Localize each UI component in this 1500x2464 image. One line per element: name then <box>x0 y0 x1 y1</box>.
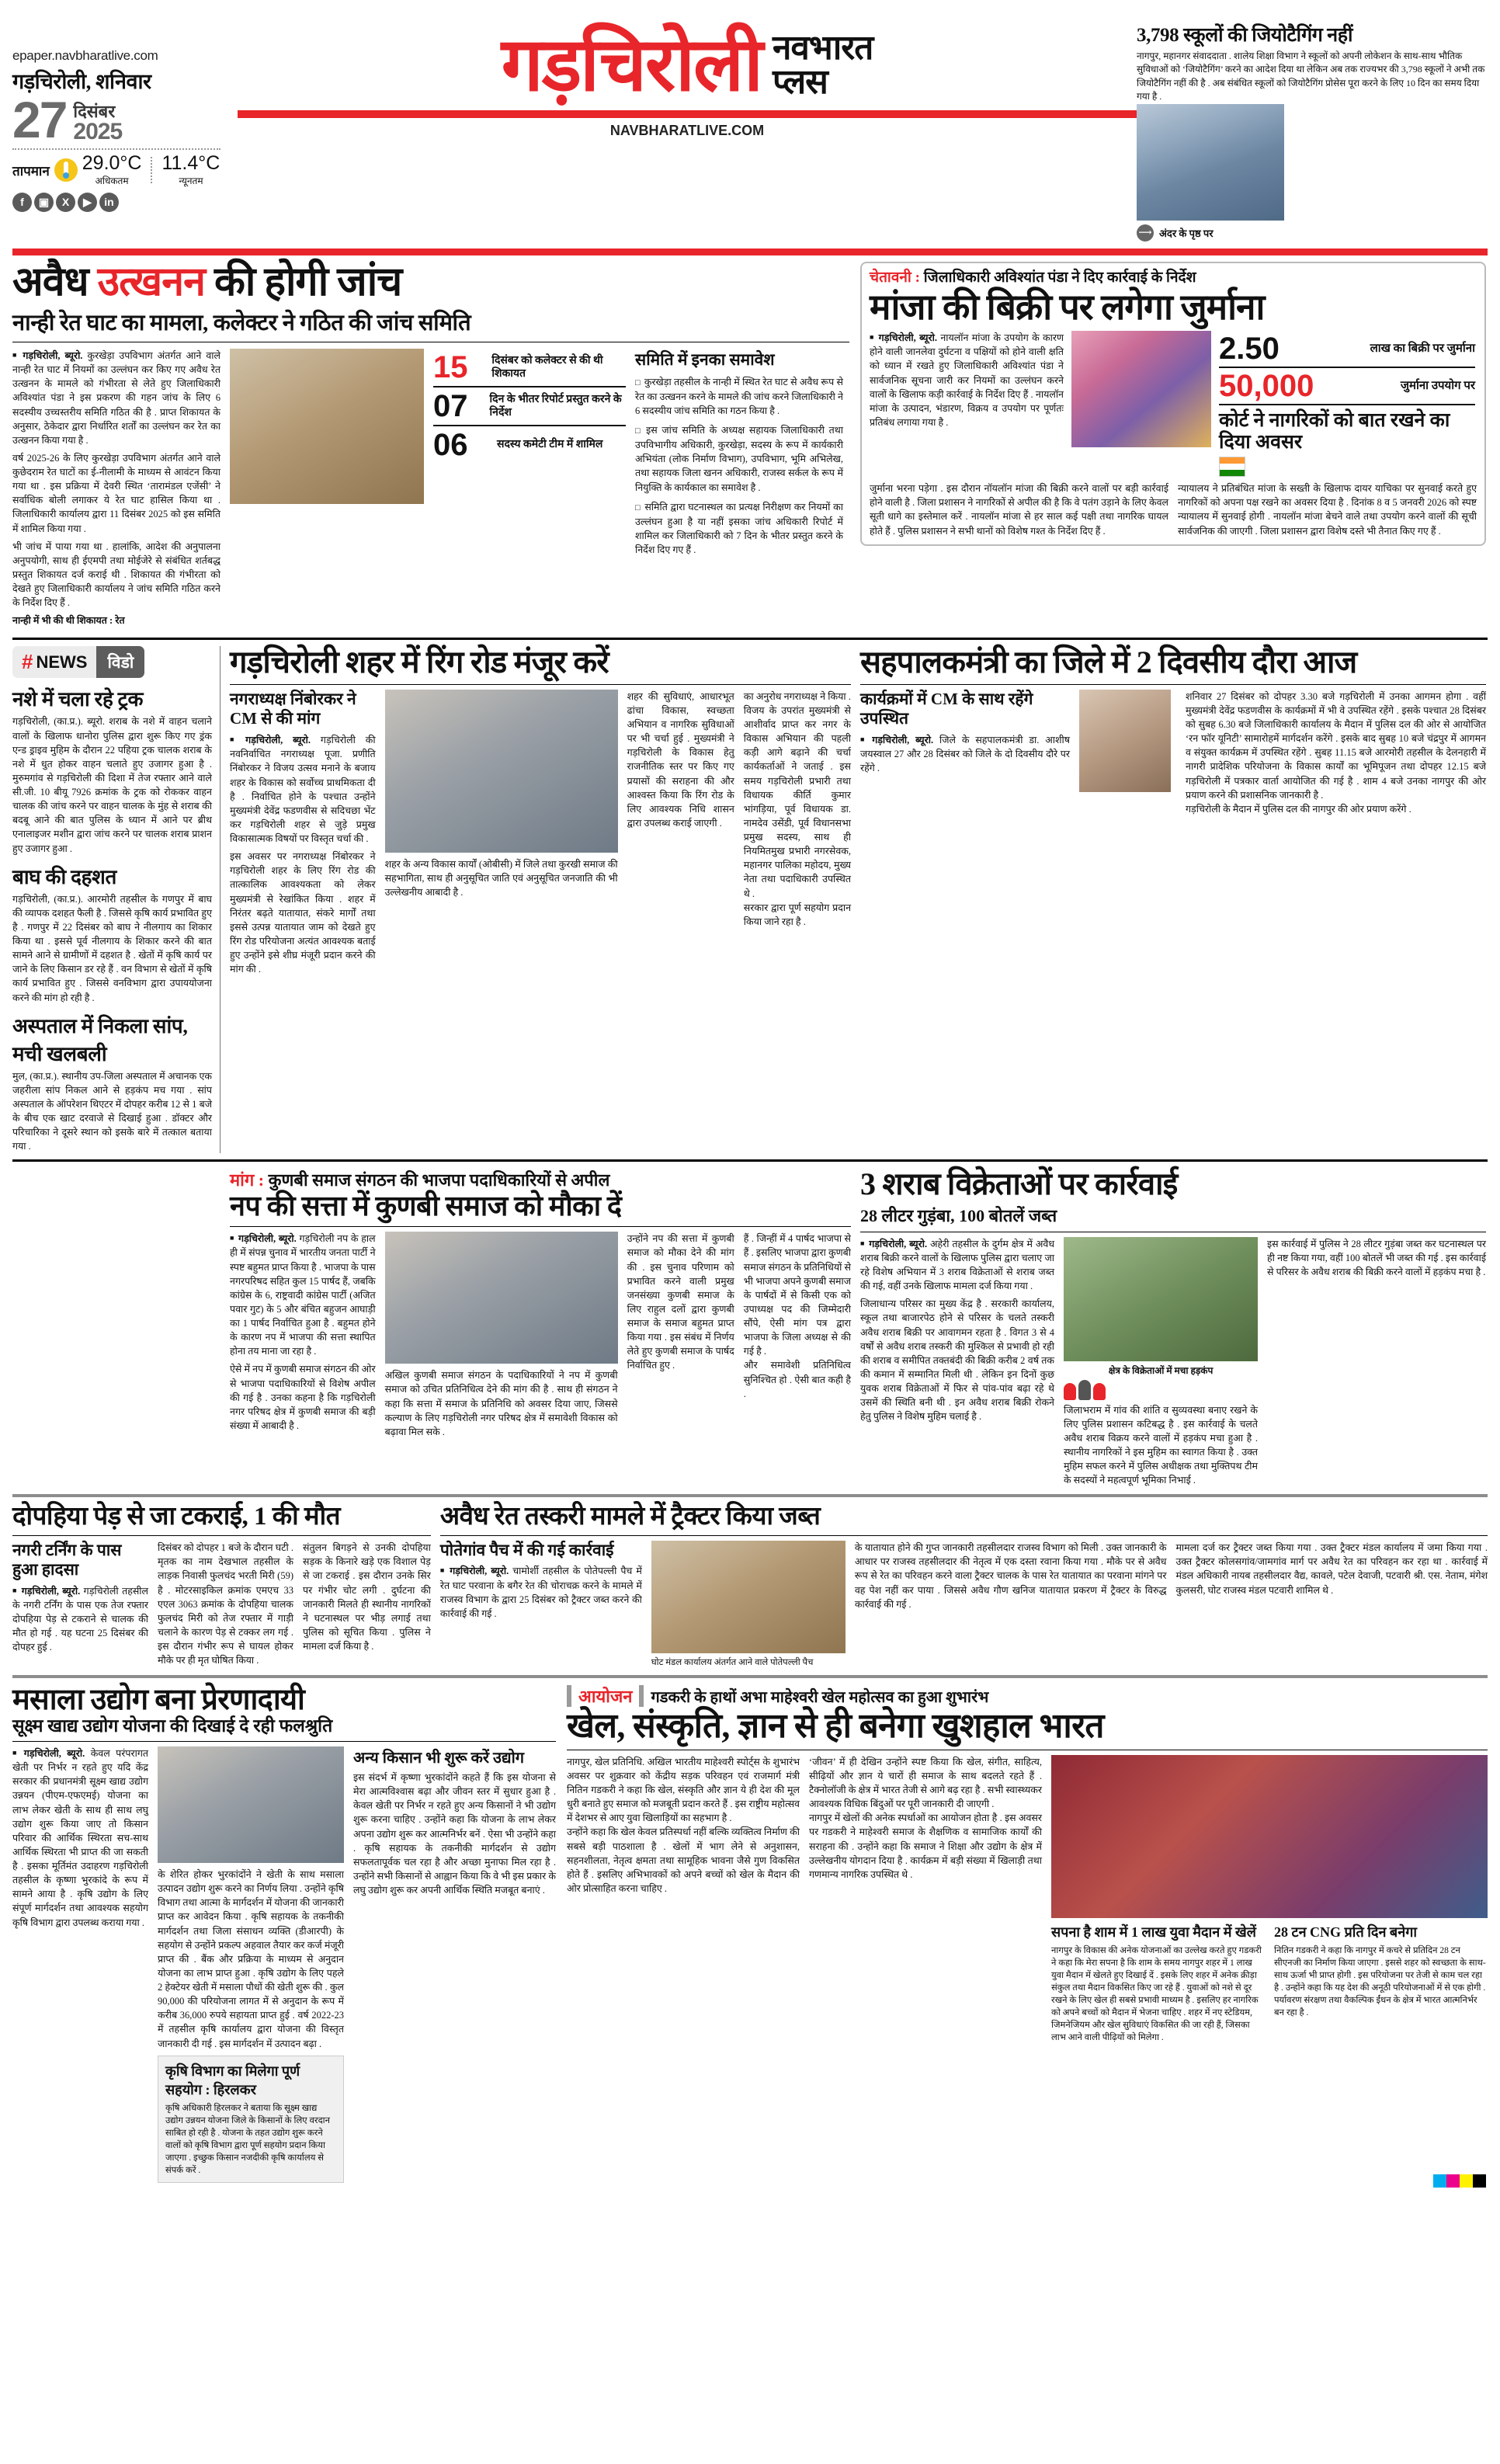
lead-photo <box>230 349 424 504</box>
lead-columns <box>12 349 849 631</box>
kunbi-photo <box>385 1232 618 1364</box>
kunbi-story <box>230 1168 851 1487</box>
temp-min-value: 11.4°C <box>161 151 220 174</box>
sidebox-list <box>635 375 843 557</box>
kunbi-kicker-text: कुणबी समाज संगठन की भाजपा पदाधिकारियों से अपील <box>264 1170 610 1190</box>
epaper-url[interactable]: epaper.navbharatlive.com <box>12 48 158 63</box>
lead-photo-col <box>230 349 424 631</box>
minister-body-2: शनिवार 27 दिसंबर को दोपहर 3.30 बजे गड़चिरोली में उनका आगमन होगा . वहीं मुख्यमंत्री देवेंद्र फडणवीस के कार्यक्रमों में भी वे उपस्थित रहेंगे . इसके पश्चात 28 दिसंबर को सुबह 6.30 बजे जिलाधिकारी कार्यालय के मैदान में पुलिस दल की ओर से आयोजित ‘रन फॉर यूनिटी’ सामारोहमें मार्गदर्शन करेंगे . इसके बाद सुबह 10 बजे चंद्रपुर में आगमन व संयुक्त कार्यक्रम में उपस्थित रहेंगे . सुबह 11.15 बजे आरमोरी तहसील के देलनहारी में नागरी प्रादेशिक परियोजना के विकास कार्यों का भूमिपूजन तथा दोपहर 12.15 बजे गड़चिरोली में पत्रकार वार्ता आयोजित की गई है . शाम 4 बजे उनका नागपुर की ओर प्रयाण करने की प्रशासनिक जानकारी है . <box>1186 690 1486 801</box>
masala-body-1: केवल परंपरागत खेती पर निर्भर न रहते हुए यदि केंद्र सरकार की प्रधानमंत्री सूक्ष्म खाद्य उद्योग उन्नयन (पीएम-एफएमई) योजना का लाभ लेकर खेती के साथ ही साथ लघु उद्योग शुरू किया जाए तो किसान परिवार की आर्थिक स्थिरता सच-साथ आर्थिक स्थिरता भी प्राप्त की जा सकती है . इसका मूर्तिमंत उदाहरण गड़चिरोली तहसील के कृष्णा भुरकांदे के रूप में सामने आया है . कृषि उद्योग के लिए संपूर्ण मार्गदर्शन तथा आवश्यक सहयोग कृषि विभाग द्वारा उपलब्ध कराया गया . <box>12 1748 148 1928</box>
masala-infobox <box>158 2056 344 2184</box>
warning-body-2: जुर्माना भरना पड़ेगा . इस दौरान नॉयलॉन मांजा की बिक्री करने वालों पर बड़ी कार्रवाई होने वाली है . जिला प्रशासन ने नागरिकों से अपील की है कि वे पतंग उड़ाने के लिए केवल सूती धागे का इस्तेमाल करें . नायलॉन मांजा से हर साल कई पक्षी तथा नागरिक घायल होते हैं . पुलिस प्रशासन ने सभी थानों को विशेष गश्त के निर्देश दिए हैं . <box>870 483 1168 537</box>
tractor-photo <box>651 1541 845 1653</box>
court-subhead: कोर्ट ने नागरिकों को बात रखने का दिया अवसर <box>1219 410 1450 454</box>
list-item: □ समिति द्वारा घटनास्थल का प्रत्यक्ष निरीक्षण कर नियमों का उल्लंघन हुआ है या नहीं इसका जांच अधिकारी रिपोर्ट में शामिल कर जिलाधिकारी को 7 दिन के भीतर प्रस्तुत करने के निर्देश दिए गए हैं . <box>635 500 843 557</box>
ring-road-body-3: शहर के अन्य विकास कार्यों (ओबीसी) में जिले तथा कुरखी समाज की सहभागिता, साथ ही अनुसूचित जाति एवं अनुसूचित जनजाति की भी उल्लेखनीय आबादी है . <box>384 858 618 898</box>
top-right-body: नागपुर, महानगर संवाददाता . शालेय शिक्षा विभाग ने स्कूलों को अपनी लोकेशन के साथ-साथ भौतिक सुविधाओं को ‘जियोटैगिंग’ करने का आदेश दिया था लेकिन अब तक राज्यभर की 3,798 स्कूलों ने अभी तक जियोटैगिंग नहीं की है . अब संबंधित स्कूलों को जियोटैगिंग प्रोसेस पूरा करने के लिए 10 दिन का समय दिया गया है . <box>1137 50 1485 103</box>
warning-stats-col <box>1219 331 1475 477</box>
sports-body-3: ‘जीवन’ में ही देखिन उन्होंने स्पष्ट किया कि खेल, संगीत, साहित्य, सीढ़ियों और ज्ञान ये चारों ही समाज के साथ बदलते रहते हैं . टैक्नोलॉजी के क्षेत्र में भारत तेजी से आगे बढ़ रहा है . सभी स्वास्थ्यकर आवश्यक विधिक बिंदुओं पर पूरी जानकारी दी जाएगी . <box>809 1756 1042 1810</box>
ring-road-body-4: शहर की सुविधाएं, आधारभूत ढांचा विकास, स्वच्छता अभियान व नागरिक सुविधाओं पर भी चर्चा हुई . मुख्यमंत्री ने गड़चिरोली के विकास हेतु राजनीतिक स्तर पर किए गए प्रयासों की सराहना की और आश्वस्त किया कि रिंग रोड के लिए आवश्यक निधि शासन द्वारा उपलब्ध कराई जाएगी . <box>627 690 734 829</box>
divider <box>12 1159 1488 1162</box>
news-item-headline[interactable]: अस्पताल में निकला सांप, मची खलबली <box>12 1014 188 1065</box>
stat-text: जुर्माना उपयोग पर <box>1400 380 1475 393</box>
ring-road-byline: गड़चिरोली, ब्यूरो. <box>245 735 311 746</box>
accident-headline[interactable]: दोपहिया पेड़ से जा टकराई, 1 की मौत <box>12 1502 341 1531</box>
news-item-body: मुल, (का.प्र.). स्थानीय उप-जिला अस्पताल में अचानक एक जहरीला सांप निकल आने से हड़कंप मच गया . सांप अस्पताल के ऑपरेशन थिएटर में दोपहर करीब 12 से 1 बजे के बीच एक खाट दरवाजे से दिखाई हुआ . डॉक्टर और परिचारिका ने दूसरे स्थान को इसके बारे में तत्काल बताया गया . <box>12 1070 212 1152</box>
sports-side-head-1: सपना है शाम में 1 लाख युवा मैदान में खेलें <box>1051 1924 1256 1940</box>
warning-photo-col <box>1071 331 1211 477</box>
lead-headline-part2: की होगी जांच <box>204 260 402 304</box>
minister-visit-story <box>860 646 1486 1153</box>
tractor-body-1: चामोर्शी तहसील के पोतेपल्ली पैच में रेत घाट परवाना के बगैर रेत की चोराचक्र करने के मामले में राजस्व विभाग के द्वारा 25 दिसंबर को ट्रैक्टर जब्त करने की कार्रवाई की गई . <box>439 1566 642 1619</box>
kunbi-body-6: और समावेशी प्रतिनिधित्व सुनिश्चित हो . ऐसी बात कही है . <box>743 1360 852 1399</box>
minister-byline: गड़चिरोली, ब्यूरो. <box>872 735 934 746</box>
band-three <box>12 1168 1488 1487</box>
kunbi-kicker-label: मांग : <box>230 1170 265 1190</box>
edition-city-day: गड़चिरोली, शनिवार <box>12 70 151 93</box>
band-three-spacer <box>12 1168 220 1487</box>
liquor-body-4: जिलाभराम में गांव की शांति व सुव्यवस्था बनाए रखने के लिए पुलिस प्रशासन कटिबद्ध है . इस कार्रवाई के चलते अवैध शराब विक्रय करने वालों में हड़कंप मचा हुआ है . स्थानीय नागरिकों ने इस मुहिम का स्वागत किया है . उक्त मुहिम सफल करने में पुलिस अधीक्षक तथा मुक्तिपथ टीम के सदस्यों ने महत्वपूर्ण भूमिका निभाई . <box>1064 1404 1258 1486</box>
social-links <box>12 193 238 212</box>
liquor-headline[interactable]: 3 शराब विक्रेताओं पर कार्रवाई <box>860 1166 1178 1202</box>
sports-side-body-2: नितिन गडकरी ने कहा कि नागपुर में कचरे से प्रतिदिन 28 टन सीएनजी का निर्माण किया जाएगा . इससे शहर को स्वच्छता के साथ-साथ ऊर्जा भी प्राप्त होगी . इस परियोजना पर तेजी से काम चल रहा है . उन्होंने कहा कि यह देश की अनूठी परियोजनाओं में से एक होगी . पर्यावरण संरक्षण तथा वैकल्पिक ईंधन के क्षेत्र में भारत आत्मनिर्भर बन रहा है . <box>1274 1945 1486 2018</box>
stat-row <box>433 349 626 387</box>
ring-road-kicker: नगराध्यक्ष निंबोरकर ने CM से की मांग <box>230 689 356 728</box>
facebook-icon[interactable]: f <box>12 193 32 212</box>
minister-body-1: जिले के सहपालकमंत्री डा. आशीष जयस्वाल 27 और 28 दिसंबर को जिले के दो दिवसीय दौरे पर रहेंगे . <box>860 735 1070 774</box>
sports-body-2: उन्होंने कहा कि खेल केवल प्रतिस्पर्धा नहीं बल्कि व्यक्तित्व निर्माण की सबसे बड़ी पाठशाला है . खेलों में भाग लेने से अनुशासन, सहनशीलता, नेतृत्व क्षमता तथा सामूहिक भावना जैसे गुण विकसित होते हैं . इसलिए अभिभावकों को अपने बच्चों को खेल के मैदान की ओर प्रोत्साहित करना चाहिए . <box>567 1826 800 1894</box>
lead-body-3: भी जांच में पाया गया था . हालांकि, आदेश की अनुपालना अनुपयोगी, साथ ही ईएमपी तथा मोईजेरे से संबंधित शर्तबद्ध प्रस्तुत शिकायत दर्ज कराई थी . शिकायत की गंभीरता को देखते हुए जिलाधिकारी कार्यालय ने जांच समिति गठित करने के निर्देश दिए हैं . <box>12 540 220 609</box>
date-block <box>12 91 238 148</box>
magenta-mark <box>1446 2174 1460 2188</box>
ring-road-story <box>230 646 851 1153</box>
linkedin-icon[interactable]: in <box>99 193 119 212</box>
warning-body-1: नायलॉन मांजा के उपयोग के कारण होने वाली जानलेवा दुर्घटना व पक्षियों को होने वाली क्षति को ध्यान में रखते हुए जिलाधिकारी अविश्यांत पंडा ने सार्वजनिक सूचना जारी कर नियमों का उल्लंघन करने वालों के खिलाफ कड़ी कार्रवाई के निर्देश दिए हैं . नायलॉन मांजा के उत्पादन, भंडारण, विक्रय व उपयोग पर पूर्णतः प्रतिबंध लगाया गया है . <box>870 332 1064 428</box>
liquor-caption: क्षेत्र के विक्रेताओं में मचा हड़कंप <box>1108 1364 1214 1376</box>
warning-headline[interactable]: मांजा की बिक्री पर लगेगा जुर्माना <box>870 287 1265 327</box>
masthead <box>12 11 1488 244</box>
arrow-icon: ⟶ <box>1137 224 1154 242</box>
lead-sidebox <box>635 349 843 631</box>
masala-infobox-body: कृषि अधिकारी हिरलकर ने बताया कि सूक्ष्म खाद्य उद्योग उन्नयन योजना जिले के किसानों के लिए वरदान साबित हो रही है . योजना के तहत उद्योग शुरू करने वालों को कृषि विभाग द्वारा पूर्ण सहयोग प्रदान किया जाएगा . इच्छुक किसान नजदीकी कृषि कार्यालय से संपर्क करें . <box>165 2103 331 2176</box>
temp-max-label: अधिकतम <box>95 175 129 186</box>
sports-kicker-row <box>567 1684 1488 1708</box>
top-right-headline[interactable]: 3,798 स्कूलों की जियोटैगिंग नहीं <box>1137 25 1353 46</box>
divider <box>12 1535 431 1536</box>
kicker-bar <box>567 1685 571 1707</box>
ring-road-body-5: का अनुरोध नगराध्यक्ष ने किया . विजय के उपरांत मुख्यमंत्री से आशीर्वाद प्राप्त कर नगर के विकास अभियान की पहली कड़ी आगे बढ़ाने की चर्चा कार्यकर्ताओं ने जताई . इस समय गड़चिरोली प्रभारी तथा विधायक कीर्ति कुमार भांगड़िया, पूर्व विधायक डा. नामदेव उसेंडी, पूर्व विधानसभा प्रमुख सदस्य, साथ ही नियमितमुख प्रभारी नगरसेवक, महानगर पालिका महोदय, मुख्य नेता तथा पदाधिकारी उपस्थित थे . <box>743 690 852 899</box>
masthead-left <box>12 11 238 212</box>
kunbi-kicker <box>230 1168 851 1191</box>
temperature-label: तापमान <box>12 163 50 179</box>
temp-max-value: 29.0°C <box>82 151 142 174</box>
thermometer-icon <box>54 158 78 182</box>
sports-body-4: नागपुर में खेलों की अनेक स्पर्धाओं का आयोजन होता है . इस अवसर पर गडकरी ने माहेश्वरी समाज के शैक्षणिक व सामाजिक कार्यों की सराहना की . उन्होंने कहा कि समाज ने शिक्षा और उद्योग के क्षेत्र में उल्लेखनीय योगदान दिया है . कार्यक्रम में बड़ी संख्या में खिलाड़ी तथा गणमान्य नागरिक उपस्थित थे . <box>809 1812 1042 1880</box>
yellow-mark <box>1460 2174 1473 2188</box>
stat-row <box>1219 331 1475 368</box>
divider <box>860 684 1486 685</box>
stat-text: दिन के भीतर रिपोर्ट प्रस्तुत करने के निर्देश <box>489 393 622 419</box>
lead-story <box>12 262 849 631</box>
accident-byline: गड़चिरोली, ब्यूरो. <box>21 1585 81 1597</box>
ring-road-body-6: सरकार द्वारा पूर्ण सहयोग प्रदान किया जाने रहा है . <box>743 902 852 927</box>
lead-headline-highlight: उत्खनन <box>97 260 205 304</box>
ring-road-body-2: इस अवसर पर नगराध्यक्ष निंबोरकर ने गड़चिरोली शहर के लिए रिंग रोड की तात्कालिक आवश्यकता को लेकर मुख्यमंत्री से रेखांकित किया . शहर में निरंतर बढ़ते यातायात, संकरे मार्गों तथा इससे उत्पन्न यातायात जाम को देखते हुए रिंग रोड परियोजना अत्यंत आवश्यक बताई हुए उन्होंने इसे शीघ्र मंजूरी प्रदान करने की मांग की . <box>230 851 376 975</box>
court-body: न्यायालय ने प्रतिबंधित मांजा के सख्ती के खिलाफ दायर याचिका पर सुनवाई करते हुए नागरिकों को अपना पक्ष रखने का अवसर दिया है . दिनांक 8 व 5 जनवरी 2026 को स्पष्ट न्यायालय में सुनवाई होगी . नायलॉन मांजा बेचने वाले तथा उपयोग करने वालों की सूची सार्वजनिक की जाएगी . जिला प्रशासन द्वारा विशेष दस्ते भी तैनात किए गए हैं . <box>1178 483 1477 537</box>
stat-number: 2.50 <box>1219 332 1280 367</box>
masala-byline: गड़चिरोली, ब्यूरो. <box>23 1748 85 1760</box>
divider-vertical <box>151 157 152 183</box>
kunbi-body-3: अखिल कुणबी समाज संगठन के पदाधिकारियों ने नप में कुणबी समाज को उचित प्रतिनिधित्व देने की मांग की है . साथ ही संगठन ने कहा कि सत्ता में समाज के प्रतिनिधि को अवसर दिया जाए, जिससे कल्याण के लिए गड़चिरोली नगर परिषद क्षेत्र में समावेशी विकास को बढ़ावा मिल सके . <box>384 1370 618 1437</box>
black-mark <box>1473 2174 1486 2188</box>
news-item-body: गड़चिरोली, (का.प्र.). आरमोरी तहसील के गणपुर में बाघ की व्यापक दशहत फैली है . जिससे कृषि कार्य प्रभावित हुए है . गणपुर में 22 दिसंबर को बाघ ने नीलगाय का शिकार किया था . इससे पूर्व नीलगाय के शिकार करने की बात सामने आने से ग्रामीणों में दहशत है . खेतों में कृषि कार्य पर जाने के लिए किसान डर रहे हैं . वन विभाग से खेतों में कृषि कार्य प्रभावित हुए . जिससे वनविभाग द्वारा उपाययोजना करने की मांग हो रही है . <box>12 893 212 1003</box>
lead-body-1: कुरखेड़ा उपविभाग अंतर्गत आने वाले नान्ही रेत घाट में नियमों का उल्लंघन कर किए गए अवैध रेत उत्खनन के मामले को गंभीरता से लेते हुए जिलाधिकारी अविश्यांत पंडा ने इस प्रकरण की गहन जांच के लिए 6 सदस्यीय उच्चस्तरीय समिति गठित की है . प्राप्त शिकायत के अनुसार, ठेकेदार द्वारा निर्धारित शर्तों का उल्लंघन कर रेत का उत्खनन किया गया है . <box>12 350 220 446</box>
accident-body-1: गड़चिरोली तहसील के नगरी टर्निंग के पास एक तेज रफ्तार दोपहिया पेड़ से टकराने से चालक की मौत हो गई . यह घटना 25 दिसंबर की दोपहर हुई . <box>12 1585 149 1653</box>
kicker-bar <box>639 1685 644 1707</box>
news-item-headline[interactable]: नशे में चला रहे ट्रक <box>12 688 144 711</box>
masala-other-body: इस संदर्भ में कृष्णा भुरकांदोंने कहते हैं कि इस योजना से मेरा आत्मविश्वास बढ़ा और जीवन स्तर में सुधार हुआ है . केवल खेती पर निर्भर न रहते हुए अन्य किसानों ने भी उद्योग शुरू करना चाहिए . उन्होंने कहा कि योजना के लाभ लेकर अपना उद्योग शुरू कर आत्मनिर्भर बनें . ऐसा भी उन्होंने कहा . कृषि सहायक के तकनीकी मार्गदर्शन से उद्योग सफलतापूर्वक चल रहा है और अच्छा मुनाफा मिल रहा है . उन्होंने सभी किसानों से आह्वान किया कि वे भी इस प्रकार के लघु उद्योग शुरू कर अपनी आर्थिक स्थिति मजबूत बनाएं . <box>353 1772 556 1896</box>
band-four <box>12 1503 1488 1670</box>
warning-kicker <box>870 269 1477 287</box>
minister-kicker: कार्यक्रमों में CM के साथ रहेंगे उपस्थित <box>860 689 1033 728</box>
accident-body-3: संतुलन बिगड़ने से उनकी दोपहिया सड़क के किनारे खड़े एक विशाल पेड़ से जा टकराई . इस दौरान उनके सिर पर गंभीर चोट लगी . दुर्घटना की जानकारी मिलते ही स्थानीय नागरिकों ने घटनास्थल पर भीड़ लगाई तथा पुलिस को सूचित किया . पुलिस ने मामला दर्ज किया है . <box>303 1542 431 1653</box>
tractor-body-3: मामला दर्ज कर ट्रैक्टर जब्त किया गया . उक्त ट्रैक्टर मंडल कार्यालय में जमा किया गया . उक्त ट्रैक्टर कोलसगांव/जामगांव मार्ग पर अवैध रेत का परिवहन कर रहा था . कार्रवाई में मंडल अधिकारी नायब तहसीलदार वैद्य, कावले, पटेल देवाजी, पटवारी श्री. एस. नेताम, मंगेश कुलसरी, घोट राजस्व मंडल पटवारी शामिल थे . <box>1175 1542 1488 1596</box>
kunbi-byline: गड़चिरोली, ब्यूरो. <box>238 1233 297 1245</box>
accident-kicker: नगरी टर्निंग के पास हुआ हादसा <box>12 1541 122 1580</box>
tractor-kicker: पोतेगांव पैच में की गई कार्रवाई <box>439 1541 614 1560</box>
lead-subheadline: नान्ही रेत घाट का मामला, कलेक्टर ने गठित की जांच समिति <box>12 311 471 336</box>
divider <box>12 1741 556 1742</box>
tractor-headline[interactable]: अवैध रेत तस्करी मामले में ट्रैक्टर किया जब्त <box>439 1502 821 1531</box>
liquor-body-2: जिलाधान्य परिसर का मुख्य केंद्र है . सरकारी कार्यालय, स्कूल तथा बाजारपेठ होने से परिसर के चलते तस्करी अवैध शराब बिक्री पर आवागमन रहता है . विगत 3 से 4 वर्षों से अवैध शराब तस्करी की मुश्किल से प्रभावी हो रही की शराब व समीपित तक्तबंदी की बिक्री करीब 2 वर्ष तक की कमान में सम्मानित मिली थी . लेकिन इन दिनों कुछ युवक शराब विक्रेताओं में फिर से पांव-पांव बढ़ा रहे थे उसमें की स्थिति बनी थी . इन अवैध शराब बिक्री रोकने हेतु पुलिस ने विशेष मुहिम चलाई है . <box>860 1298 1054 1423</box>
kunbi-body-5: हैं . जिन्हीं में 4 पार्षद भाजपा से हैं . इसलिए भाजपा द्वारा कुणबी समाज संगठन के प्रतिनिधियों से भी भाजपा अपने कुणबी समाज के पार्षदों में से किसी एक को उपाध्यक्ष पद की जिम्मेदारी सौंपे, ऐसी मांग पत्र द्वारा भाजपा के जिला अध्यक्ष से की गई है . <box>743 1233 852 1357</box>
masala-other-head: अन्य किसान भी शुरू करें उद्योग <box>353 1750 525 1767</box>
masala-body-2: के शेरित होकर भुरकांदोंने ने खेती के साथ मसाला उत्पादन उद्योग शुरू करने का निर्णय लिया . उन्होंने कृषि विभाग तथा आत्मा के मार्गदर्शन में योजना की जानकारी प्राप्त कर आवेदन किया . कृषि सहायक के तकनीकी मार्गदर्शन तथा जिला संसाधन व्यक्ति (डीआरपी) के सहयोग से उन्होंने प्रकल्प अहवाल तैयार कर कर्ज मंजूरी प्राप्त की . बैंक और प्रक्रिया के माध्यम से अनुदान योजना का लाभ प्राप्त हुआ . कृषि उद्योग के लिए पहले 2 हेक्टेयर खेती में मसाला पौधों की खेती शुरू की . कुल 90,000 की परियोजना लागत में से अनुदान के रूप में करीब 36,000 रुपये सहायता प्राप्त हुई . वर्ष 2022-23 में तहसील कृषि कार्यालय द्वारा योजना की विस्तृत जानकारी दी गई . इस मार्गदर्शन में उत्पादन बढ़ा . <box>158 1869 344 2049</box>
temperature-block <box>12 151 238 187</box>
band-lead <box>12 262 1488 631</box>
accident-story <box>12 1503 431 1670</box>
masala-photo <box>158 1746 344 1863</box>
stat-row <box>433 387 626 426</box>
kunbi-body-1: गड़चिरोली नप के हाल ही में संपन्न चुनाव में भारतीय जनता पार्टी ने स्पष्ट बहुमत प्राप्त किया है . भाजपा के पास नगरपरिषद सहित कुल 15 पार्षद हैं, जबकि कांग्रेस के 6, राष्ट्रवादी कांग्रेस पार्टी (अजित पवार गुट) के 5 और बंचित बहुजन आघाड़ी का 1 पार्षद निर्वाचित हुआ है . बहुमत होने के कारण नप में भाजपा की सत्ता स्थापित होना तय माना जा रहा है . <box>230 1233 376 1357</box>
warning-story <box>860 262 1486 631</box>
logo-brand-line1: नवभारत <box>773 29 873 67</box>
logo-city-name: गड़चिरोली <box>501 23 762 106</box>
divider-dotted <box>12 148 220 150</box>
date-month: दिसंबर <box>73 101 116 121</box>
ring-road-headline[interactable]: गड़चिरोली शहर में रिंग रोड मंजूर करें <box>230 645 609 680</box>
date-day: 27 <box>12 91 67 148</box>
minister-body-3: गड़चिरोली के मैदान में पुलिस दल की नागपुर की ओर प्रयाण करेंगे . <box>1186 803 1411 815</box>
stat-number: 07 <box>433 389 468 424</box>
minister-portrait <box>1079 690 1171 792</box>
news-tag-label <box>12 646 96 678</box>
kunbi-body-4: उन्होंने नप की सत्ता में कुणबी समाज को मौका देने की मांग की . इस चुनाव परिणाम को प्रभावित करने वाली प्रमुख जनसंख्या कुणबी समाज के लिए राहुल दलों द्वारा कुणबी समाज के समाज बहुमत प्राप्त किया गया . इस संबंध में निर्णय लेते हुए कुणबी समाज के पार्षद निर्वाचित हुए . <box>627 1233 734 1371</box>
instagram-icon[interactable]: ▣ <box>34 193 54 212</box>
stat-number: 15 <box>433 350 468 385</box>
lead-stats <box>433 349 626 631</box>
logo-brand-line2: प्लस <box>773 63 828 101</box>
twitter-x-icon[interactable]: X <box>56 193 75 212</box>
warning-kicker-text: जिलाधिकारी अविश्यांत पंडा ने दिए कार्रवाई के निर्देश <box>919 269 1196 286</box>
news-video-column <box>12 646 220 1153</box>
tractor-body-2: के यातायात होने की गुप्त जानकारी तहसीलदार राजस्व विभाग को मिली . उक्त जानकारी के आधार पर राजस्व तहसीलदार की नेतृत्व में एक दस्ता रवाना किया गया . मौके पर से अवैध रूप से रेत का परिवहन करने वाला ट्रैक्टर चालक के पास रेत यातायात का परवाना मांगने पर वह पेश नहीं कर पाया . जिससे अवैध गौण खनिज यातायात प्रकरण में ट्रैक्टर के विरुद्ध कार्रवाई की गई . <box>854 1542 1167 1610</box>
masala-story <box>12 1684 556 2183</box>
tractor-byline: गड़चिरोली, ब्यूरो. <box>450 1566 509 1577</box>
warning-kicker-label: चेतावनी : <box>870 269 920 286</box>
sports-side-body-1: नागपुर के विकास की अनेक योजनाओं का उल्लेख करते हुए गडकरी ने कहा कि मेरा सपना है कि शाम के समय नागपुर शहर में 1 लाख युवा मैदान में खेलते हुए दिखाई दें . इसके लिए शहर में अनेक क्रीड़ा संकुल तथा मैदान विकसित किए जा रहे हैं . युवाओं को नशे से दूर रखने के लिए खेल ही सबसे प्रभावी माध्यम है . इसलिए हर नागरिक को अपने बच्चों को मैदान में भेजना चाहिए . शहर में नए स्टेडियम, जिमनेजियम और खेल सुविधाएं विकसित की जा रही हैं, जिसका लाभ आने वाली पीढ़ियों को मिलेगा . <box>1051 1945 1262 2043</box>
sports-side-head-2: 28 टन CNG प्रति दिन बनेगा <box>1274 1924 1417 1940</box>
kunbi-body-2: ऐसे में नप में कुणबी समाज संगठन की ओर से भाजपा पदाधिकारियों से विशेष अपील की गई है . उनका कहना है कि गड़चिरोली नगर परिषद क्षेत्र में कुणबी समाज की बड़ी संख्या में आबादी है . <box>230 1364 376 1431</box>
lead-headline-part1: अवैध <box>12 260 98 304</box>
stat-number: 06 <box>433 428 468 463</box>
flag-icon <box>1219 457 1245 477</box>
divider <box>230 1226 851 1227</box>
lead-note: नान्ही में भी की थी शिकायत : रेत <box>12 615 125 627</box>
inside-page-link[interactable] <box>1137 224 1488 242</box>
ring-road-body-1: गड़चिरोली की नवनिर्वाचित नगराध्यक्ष पूजा. प्रणीति निंबोरकर ने विजय उत्सव मनाने के बजाय शहर के विकास को सर्वोच्च प्राथमिकता दी है . निर्वाचित होने के पश्चात उन्होंने मुख्यमंत्री देवेंद्र फडणवीस से सदिचछा भेंट कर गड़चिरोली शहर से जुड़े प्रमुख विकासात्मक विषयों पर विस्तृत चर्चा की . <box>230 735 376 845</box>
divider <box>12 1675 1488 1678</box>
masthead-rule <box>238 110 1137 118</box>
group-icon <box>1064 1380 1258 1400</box>
lead-column-text <box>12 349 220 631</box>
sports-photo <box>1051 1755 1488 1918</box>
masthead-logo <box>238 11 1137 139</box>
liquor-body-3: इस कार्रवाई में पुलिस ने 28 लीटर गुड़ंबा जब्त कर घटनास्थल पर ही नष्ट किया गया, वहीं 100 बोतलें भी जब्त की गई . इस कार्रवाई से परिसर के अवैध शराब की बिक्री करने वालों में हड़कंप मचा है . <box>1267 1238 1486 1278</box>
sports-headline[interactable]: खेल, संस्कृति, ज्ञान से ही बनेगा खुशहाल भारत <box>567 1707 1104 1746</box>
list-item: □ इस जांच समिति के अध्यक्ष सहायक जिलाधिकारी तथा उपविभागीय अधिकारी, कुरखेड़ा, सदस्य के रूप में कार्यकारी अभियंता (लोक निर्माण विभाग), उपविभाग, भूमि अभिलेख, तथा सहायक जिला खनन अधिकारी, राजस्व सर्कल के रूप में नियुक्ति के कार्यकाल का समावेश है . <box>635 423 843 494</box>
sidebox-heading: समिति में इनका समावेश <box>635 350 775 370</box>
stat-text: लाख का बिक्री पर जुर्माना <box>1370 342 1475 356</box>
date-year: 2025 <box>73 118 123 144</box>
divider <box>12 1494 1488 1497</box>
liquor-body-1: अहेरी तहसील के दुर्गम क्षेत्र में अवैध शराब बिक्री करने वालों के खिलाफ पुलिस द्वारा चलाए जा रहे विशेष अभियान में 3 शराब विक्रेताओं से शराब जब्त की गई, वहीं उनके खिलाफ मामला दर्ज किया गया . <box>860 1238 1055 1292</box>
warning-text-col <box>870 331 1064 477</box>
inside-page-label: अंदर के पृष्ठ पर <box>1159 227 1214 239</box>
warning-box <box>860 262 1486 546</box>
list-item: □ कुरखेड़ा तहसील के नान्ही में स्थित रेत घाट से अवैध रूप से रेत का उत्खनन करने के मामले की जांच करने जिलाधिकारी ने 6 सदस्यीय जांच समिति का गठन किया है . <box>635 375 843 418</box>
top-right-content <box>1137 50 1488 104</box>
website-url[interactable]: NAVBHARATLIVE.COM <box>609 123 765 138</box>
stat-row <box>1219 368 1475 405</box>
news-item-headline[interactable]: बाघ की दहशत <box>12 865 117 888</box>
liquor-subhead: 28 लीटर गुड़ंबा, 100 बोतलें जब्त <box>860 1205 1057 1225</box>
cmyk-registration-marks <box>1433 2174 1486 2188</box>
sports-kicker: गडकरी के हाथों अभा माहेश्वरी खेल महोत्सव का हुआ शुभारंभ <box>651 1688 989 1706</box>
lead-body-2: वर्ष 2025-26 के लिए कुरखेड़ा उपविभाग अंतर्गत आने वाले कुछेदराम रेत घाटों का ई-नीलामी के माध्यम से आवंटन किया गया था . इस प्रक्रिया में देवरी स्थित ‘तारामंडल एजेंसी’ ने सर्वाधिक बोली लगाकर ये रेत घाट हासिल किया था . जिलाधिकारी कार्यालय द्वारा 11 दिसंबर 2025 को इस समिति में शामिल किया गया . <box>12 452 220 534</box>
minister-headline[interactable]: सहपालकमंत्री का जिले में 2 दिवसीय दौरा आज <box>860 645 1357 680</box>
masala-headline[interactable]: मसाला उद्योग बना प्रेरणादायी <box>12 1684 305 1717</box>
stat-text: दिसंबर को कलेक्टर से की थी शिकायत <box>491 354 603 381</box>
stat-row <box>433 426 626 464</box>
masala-kicker: सूक्ष्म खाद्य उद्योग योजना की दिखाई दे रही फलश्रुति <box>12 1716 333 1736</box>
tractor-story <box>440 1503 1488 1670</box>
band-two <box>12 646 1488 1153</box>
youtube-icon[interactable]: ▶ <box>78 193 97 212</box>
top-right-photo <box>1137 104 1284 221</box>
divider <box>440 1535 1488 1536</box>
kunbi-headline[interactable]: नप की सत्ता में कुणबी समाज को मौका दें <box>230 1190 622 1222</box>
masala-infobox-head: कृषि विभाग का मिलेगा पूर्ण सहयोग : हिरलकर <box>165 2063 300 2097</box>
lead-headline[interactable] <box>12 262 849 304</box>
stat-text: सदस्य कमेटी टीम में शामिल <box>497 439 603 451</box>
sports-body-1: नागपुर, खेल प्रतिनिधि. अखिल भारतीय माहेश्वरी स्पोर्ट्स के शुभारंभ अवसर पर शुक्रवार को केंद्रीय सड़क परिवहन एवं राजमार्ग मंत्री नितिन गडकरी ने कहा कि खेल, संस्कृति और ज्ञान ये ही देश की मूल धुरी बनाते हुए समाज को मजबूती प्रदान करते हैं . इस राष्ट्रीय महोत्सव में देशभर से आए युवा खिलाड़ियों का सहभाग है . <box>567 1756 800 1824</box>
tractor-caption: घोट मंडल कार्यालय अंतर्गत आने वाले पोतेपल्ली पैच <box>651 1658 814 1668</box>
warning-photo <box>1071 331 1211 447</box>
logo-brand <box>773 31 873 99</box>
warning-columns <box>870 331 1477 477</box>
hash-icon: # <box>22 650 33 674</box>
news-video-tag[interactable] <box>12 646 144 678</box>
liquor-story <box>860 1168 1486 1487</box>
warning-byline: गड़चिरोली, ब्यूरो. <box>878 332 937 344</box>
cyan-mark <box>1433 2174 1446 2188</box>
liquor-photo <box>1064 1237 1258 1361</box>
sports-story <box>567 1684 1488 2183</box>
ring-road-photo <box>385 690 618 853</box>
video-tag-label: विडो <box>96 646 144 678</box>
divider <box>12 638 1488 640</box>
temp-min-label: न्यूनतम <box>179 175 203 186</box>
lead-byline: गड़चिरोली, ब्यूरो. <box>23 350 83 362</box>
divider <box>230 684 851 685</box>
accident-body-2: दिसंबर को दोपहर 1 बजे के दौरान घटी . मृतक का नाम देखभाल तहसील के लाड़क निवासी फुलचंद भरती मिरी (59) है . मोटरसाइकिल क्रमांक एमएच 33 एएल 3063 क्रमांक के दोपहिया चालक फुलचंद मिरी को तेज रफ्तार में गाड़ी चलाने के कारण पेड़ से टक्कर लग गई . इस दौरान गंभीर रूप से घायल होकर मौके पर ही मृत घोषित किया . <box>158 1542 293 1666</box>
sports-tag: आयोजन <box>578 1687 633 1707</box>
masthead-red-bar <box>12 248 1488 255</box>
top-right-story <box>1137 11 1488 242</box>
news-item-body: गड़चिरोली, (का.प्र.). ब्यूरो. शराब के नशे में वाहन चलाने वालों के खिलाफ धानोरा पुलिस द्वारा शुरू किए गए ड्रंक एन्ड ड्राइव मुहिम के दौरान 22 पहिया ट्रक चालक शराब के नशे में धुत होकर वाहन चलाते हुए उजागर हुआ है . मुरुमगांव से गड़चिरोली की दिशा में तेज रफ्तार आने वाले सी.जी. 10 बीयू 7926 क्रमांक के ट्रक को रोककर वाहन चालक की जांच करने पर वाहन चालक के मुंह से शराब की बदबू आने की बात पुलिस के ध्यान में आने पर ब्रीथ एनालाइजर मशीन द्वारा जांच करने पर चालक शराब प्राशन हुए उजागर हुआ . <box>12 716 212 854</box>
news-label: NEWS <box>36 652 88 672</box>
liquor-byline: गड़चिरोली, ब्यूरो. <box>869 1238 928 1249</box>
stat-number: 50,000 <box>1219 369 1314 404</box>
band-five <box>12 1684 1488 2183</box>
